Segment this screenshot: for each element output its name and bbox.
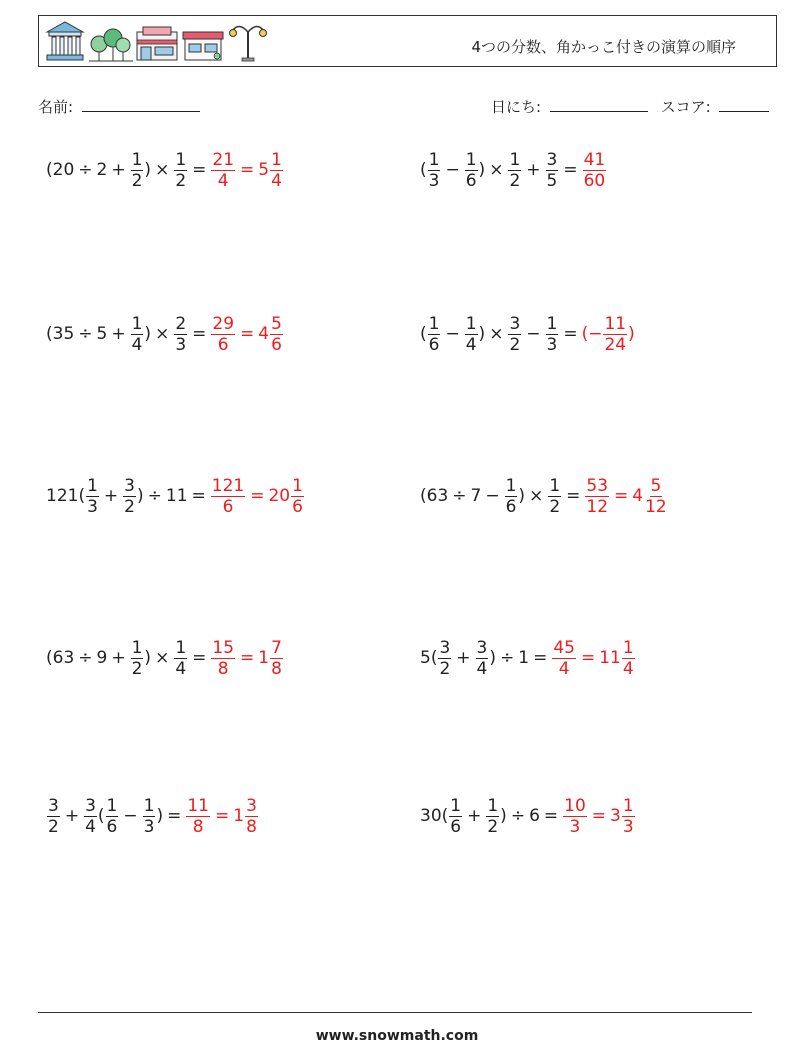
answer [582, 150, 608, 191]
denominator: 2 [124, 496, 135, 517]
denominator: 6 [106, 816, 118, 837]
operator: ÷ [78, 324, 93, 344]
number: ) [144, 160, 152, 180]
fraction [174, 638, 187, 679]
numerator: 1 [465, 313, 477, 334]
denominator: 4 [558, 658, 570, 679]
fraction [428, 150, 441, 191]
numerator: 1 [622, 795, 634, 816]
fraction [603, 314, 627, 355]
fraction [270, 150, 283, 191]
problem-p10 [420, 792, 636, 840]
fraction [465, 150, 478, 191]
trees-icon [89, 29, 133, 61]
denominator: 3 [622, 816, 634, 837]
number: (20 [46, 160, 75, 180]
number: 5 [96, 324, 108, 344]
fraction [245, 796, 258, 837]
operator: + [111, 324, 126, 344]
fraction [270, 638, 283, 679]
numerator: 5 [271, 313, 282, 334]
problem-p9 [46, 792, 259, 840]
numerator: 1 [428, 149, 440, 170]
fraction [84, 796, 97, 837]
denominator: 3 [143, 816, 155, 837]
denominator: 4 [465, 334, 477, 355]
denominator: 4 [85, 816, 96, 837]
numerator: 1 [143, 795, 155, 816]
header-illustration [43, 18, 273, 64]
numerator: 10 [564, 795, 586, 816]
operator: = [533, 648, 548, 668]
number: (− [581, 324, 603, 344]
denominator: 12 [645, 496, 667, 517]
operator: × [155, 648, 170, 668]
fraction [428, 314, 441, 355]
denominator: 2 [131, 170, 143, 191]
number: ) [489, 648, 496, 668]
numerator: 45 [553, 637, 575, 658]
fraction [143, 796, 156, 837]
fraction [563, 796, 587, 837]
denominator: 6 [465, 170, 477, 191]
numerator: 121 [211, 475, 245, 496]
number: 1 [518, 648, 530, 668]
operator: = [563, 324, 578, 344]
operator: = [240, 648, 255, 668]
footer-url: www.snowmath.com [315, 1028, 479, 1044]
answer [210, 638, 284, 679]
numerator: 1 [487, 795, 499, 816]
date-label: 日にち: [491, 98, 542, 116]
problem-p8 [420, 634, 636, 682]
problem-p7 [46, 634, 284, 682]
fraction [583, 150, 607, 191]
problem-p3 [46, 310, 284, 358]
number: 5 [258, 160, 270, 180]
denominator: 3 [546, 334, 558, 355]
denominator: 4 [476, 658, 488, 679]
fraction [585, 476, 609, 517]
problem-p5 [46, 472, 305, 520]
fraction [644, 476, 668, 517]
operator: = [192, 324, 207, 344]
denominator: 4 [622, 658, 634, 679]
number: ) [144, 324, 152, 344]
number: ) [500, 806, 507, 826]
number: 11 [165, 486, 188, 506]
answer [562, 796, 636, 837]
operator: = [167, 806, 182, 826]
numerator: 1 [175, 637, 187, 658]
numerator: 1 [465, 149, 477, 170]
numerator: 3 [439, 637, 451, 658]
numerator: 1 [131, 149, 143, 170]
numerator: 53 [586, 475, 609, 496]
problem-p6 [420, 472, 669, 520]
number: 6 [529, 806, 540, 826]
numerator: 1 [175, 149, 187, 170]
score-blank[interactable] [719, 97, 769, 112]
operator: + [64, 806, 80, 826]
denominator: 6 [450, 816, 462, 837]
numerator: 15 [212, 637, 235, 658]
denominator: 12 [586, 496, 609, 517]
fraction [186, 796, 210, 837]
fraction [505, 476, 518, 517]
denominator: 2 [131, 658, 143, 679]
cafe-icon [183, 32, 223, 60]
number: (35 [46, 324, 75, 344]
operator: = [214, 806, 230, 826]
operator: ÷ [147, 486, 162, 506]
operator: × [155, 324, 170, 344]
fraction [211, 314, 235, 355]
operator: + [111, 160, 126, 180]
answer [551, 638, 635, 679]
denominator: 6 [217, 334, 229, 355]
answer [210, 476, 305, 517]
operator: = [191, 486, 206, 506]
numerator: 11 [604, 313, 627, 334]
number: 2 [96, 160, 108, 180]
numerator: 41 [583, 149, 606, 170]
operator: ÷ [510, 806, 526, 826]
operator: = [543, 806, 559, 826]
number: 20 [268, 486, 291, 506]
operator: − [526, 324, 541, 344]
number: 5( [420, 648, 438, 668]
operator: + [111, 648, 126, 668]
number: ( [420, 324, 427, 344]
operator: ÷ [78, 160, 93, 180]
worksheet-title: 4つの分数、角かっこ付きの演算の順序 [471, 38, 736, 56]
denominator: 4 [271, 170, 282, 191]
fraction [106, 796, 119, 837]
fraction [622, 796, 635, 837]
operator: ÷ [500, 648, 515, 668]
number: ) [628, 324, 635, 344]
denominator: 4 [131, 334, 143, 355]
number: 1 [233, 806, 245, 826]
denominator: 6 [222, 496, 234, 517]
fraction [476, 638, 489, 679]
numerator: 1 [131, 637, 143, 658]
denominator: 6 [505, 496, 517, 517]
numerator: 1 [87, 475, 98, 496]
number: ( [420, 160, 427, 180]
name-field[interactable] [38, 96, 200, 117]
operator: + [456, 648, 471, 668]
numerator: 3 [246, 795, 257, 816]
denominator: 2 [487, 816, 499, 837]
operator: + [467, 806, 482, 826]
numerator: 1 [509, 149, 521, 170]
operator: + [103, 486, 119, 506]
number: ) [137, 486, 144, 506]
problem-p4 [420, 310, 635, 358]
operator: ÷ [452, 486, 467, 506]
numerator: 1 [622, 637, 634, 658]
number: 4 [632, 486, 644, 506]
denominator: 2 [48, 816, 59, 837]
denominator: 6 [428, 334, 440, 355]
operator: = [250, 486, 265, 506]
number: 7 [470, 486, 482, 506]
denominator: 5 [546, 170, 558, 191]
operator: = [192, 648, 207, 668]
denominator: 3 [428, 170, 440, 191]
denominator: 2 [175, 170, 187, 191]
number: ( [97, 806, 105, 826]
fraction [438, 638, 451, 679]
fraction [291, 476, 304, 517]
operator: − [123, 806, 138, 826]
numerator: 7 [271, 637, 282, 658]
answer [210, 150, 284, 191]
numerator: 29 [212, 313, 235, 334]
numerator: 1 [271, 149, 282, 170]
problem-p1 [46, 146, 284, 194]
number: 9 [96, 648, 108, 668]
numerator: 3 [124, 475, 135, 496]
answer [185, 796, 259, 837]
shop-icon [137, 27, 177, 60]
operator: = [192, 160, 207, 180]
denominator: 4 [217, 170, 229, 191]
numerator: 1 [546, 313, 558, 334]
numerator: 2 [175, 313, 187, 334]
number: ) [144, 648, 152, 668]
operator: × [529, 486, 544, 506]
numerator: 1 [450, 795, 462, 816]
fraction [211, 476, 245, 517]
denominator: 2 [509, 170, 521, 191]
numerator: 3 [48, 795, 59, 816]
denominator: 2 [509, 334, 521, 355]
operator: = [240, 160, 255, 180]
denominator: 6 [271, 334, 282, 355]
operator: = [566, 486, 581, 506]
number: 30( [420, 806, 449, 826]
fraction [508, 150, 521, 191]
fraction [174, 150, 187, 191]
number: 121( [46, 486, 86, 506]
fraction [622, 638, 635, 679]
fraction [131, 150, 144, 191]
fraction [86, 476, 99, 517]
numerator: 1 [428, 313, 440, 334]
numerator: 3 [476, 637, 488, 658]
date-score-fields [491, 96, 769, 117]
numerator: 11 [187, 795, 209, 816]
operator: = [614, 486, 629, 506]
number: 11 [599, 648, 621, 668]
fraction [131, 314, 144, 355]
name-blank[interactable] [82, 97, 200, 112]
fraction [174, 314, 187, 355]
number: ) [518, 486, 526, 506]
fraction [123, 476, 136, 517]
answer [584, 476, 668, 517]
denominator: 3 [569, 816, 581, 837]
operator: × [155, 160, 170, 180]
fraction [508, 314, 521, 355]
denominator: 60 [583, 170, 606, 191]
denominator: 8 [217, 658, 229, 679]
number: ) [156, 806, 164, 826]
operator: × [489, 160, 504, 180]
name-label: 名前: [38, 98, 74, 116]
fraction [465, 314, 478, 355]
number: 4 [258, 324, 270, 344]
number: (63 [46, 648, 75, 668]
number: ) [478, 160, 486, 180]
operator: − [485, 486, 500, 506]
footer-divider [38, 1012, 752, 1013]
denominator: 2 [439, 658, 451, 679]
score-label: スコア: [660, 98, 711, 116]
number: 3 [610, 806, 621, 826]
numerator: 1 [505, 475, 517, 496]
denominator: 8 [192, 816, 204, 837]
numerator: 1 [292, 475, 303, 496]
denominator: 4 [175, 658, 187, 679]
numerator: 1 [131, 313, 143, 334]
street-lamp-icon [230, 26, 267, 61]
operator: + [526, 160, 541, 180]
operator: − [445, 160, 460, 180]
answer [210, 314, 284, 355]
fraction [449, 796, 462, 837]
denominator: 24 [604, 334, 627, 355]
fraction [548, 476, 561, 517]
operator: = [580, 648, 596, 668]
operator: = [591, 806, 607, 826]
operator: − [445, 324, 460, 344]
number: (63 [420, 486, 449, 506]
denominator: 2 [549, 496, 561, 517]
denominator: 3 [87, 496, 98, 517]
numerator: 3 [509, 313, 521, 334]
denominator: 8 [271, 658, 282, 679]
operator: ÷ [78, 648, 93, 668]
number: 1 [258, 648, 270, 668]
operator: × [489, 324, 504, 344]
fraction [546, 150, 559, 191]
answer [582, 314, 635, 355]
fraction [131, 638, 144, 679]
fraction [211, 638, 235, 679]
numerator: 21 [212, 149, 235, 170]
numerator: 5 [650, 475, 662, 496]
worksheet-header [38, 15, 777, 67]
numerator: 1 [549, 475, 561, 496]
number: ) [478, 324, 486, 344]
denominator: 8 [246, 816, 257, 837]
fraction [270, 314, 283, 355]
denominator: 3 [175, 334, 187, 355]
fraction [211, 150, 235, 191]
operator: = [563, 160, 578, 180]
fraction [47, 796, 60, 837]
museum-icon [47, 22, 83, 60]
numerator: 3 [546, 149, 558, 170]
fraction [486, 796, 499, 837]
denominator: 6 [292, 496, 303, 517]
numerator: 1 [106, 795, 118, 816]
fraction [546, 314, 559, 355]
operator: = [240, 324, 255, 344]
fraction [552, 638, 576, 679]
numerator: 3 [85, 795, 96, 816]
problem-p2 [420, 146, 607, 194]
date-blank[interactable] [550, 97, 648, 112]
